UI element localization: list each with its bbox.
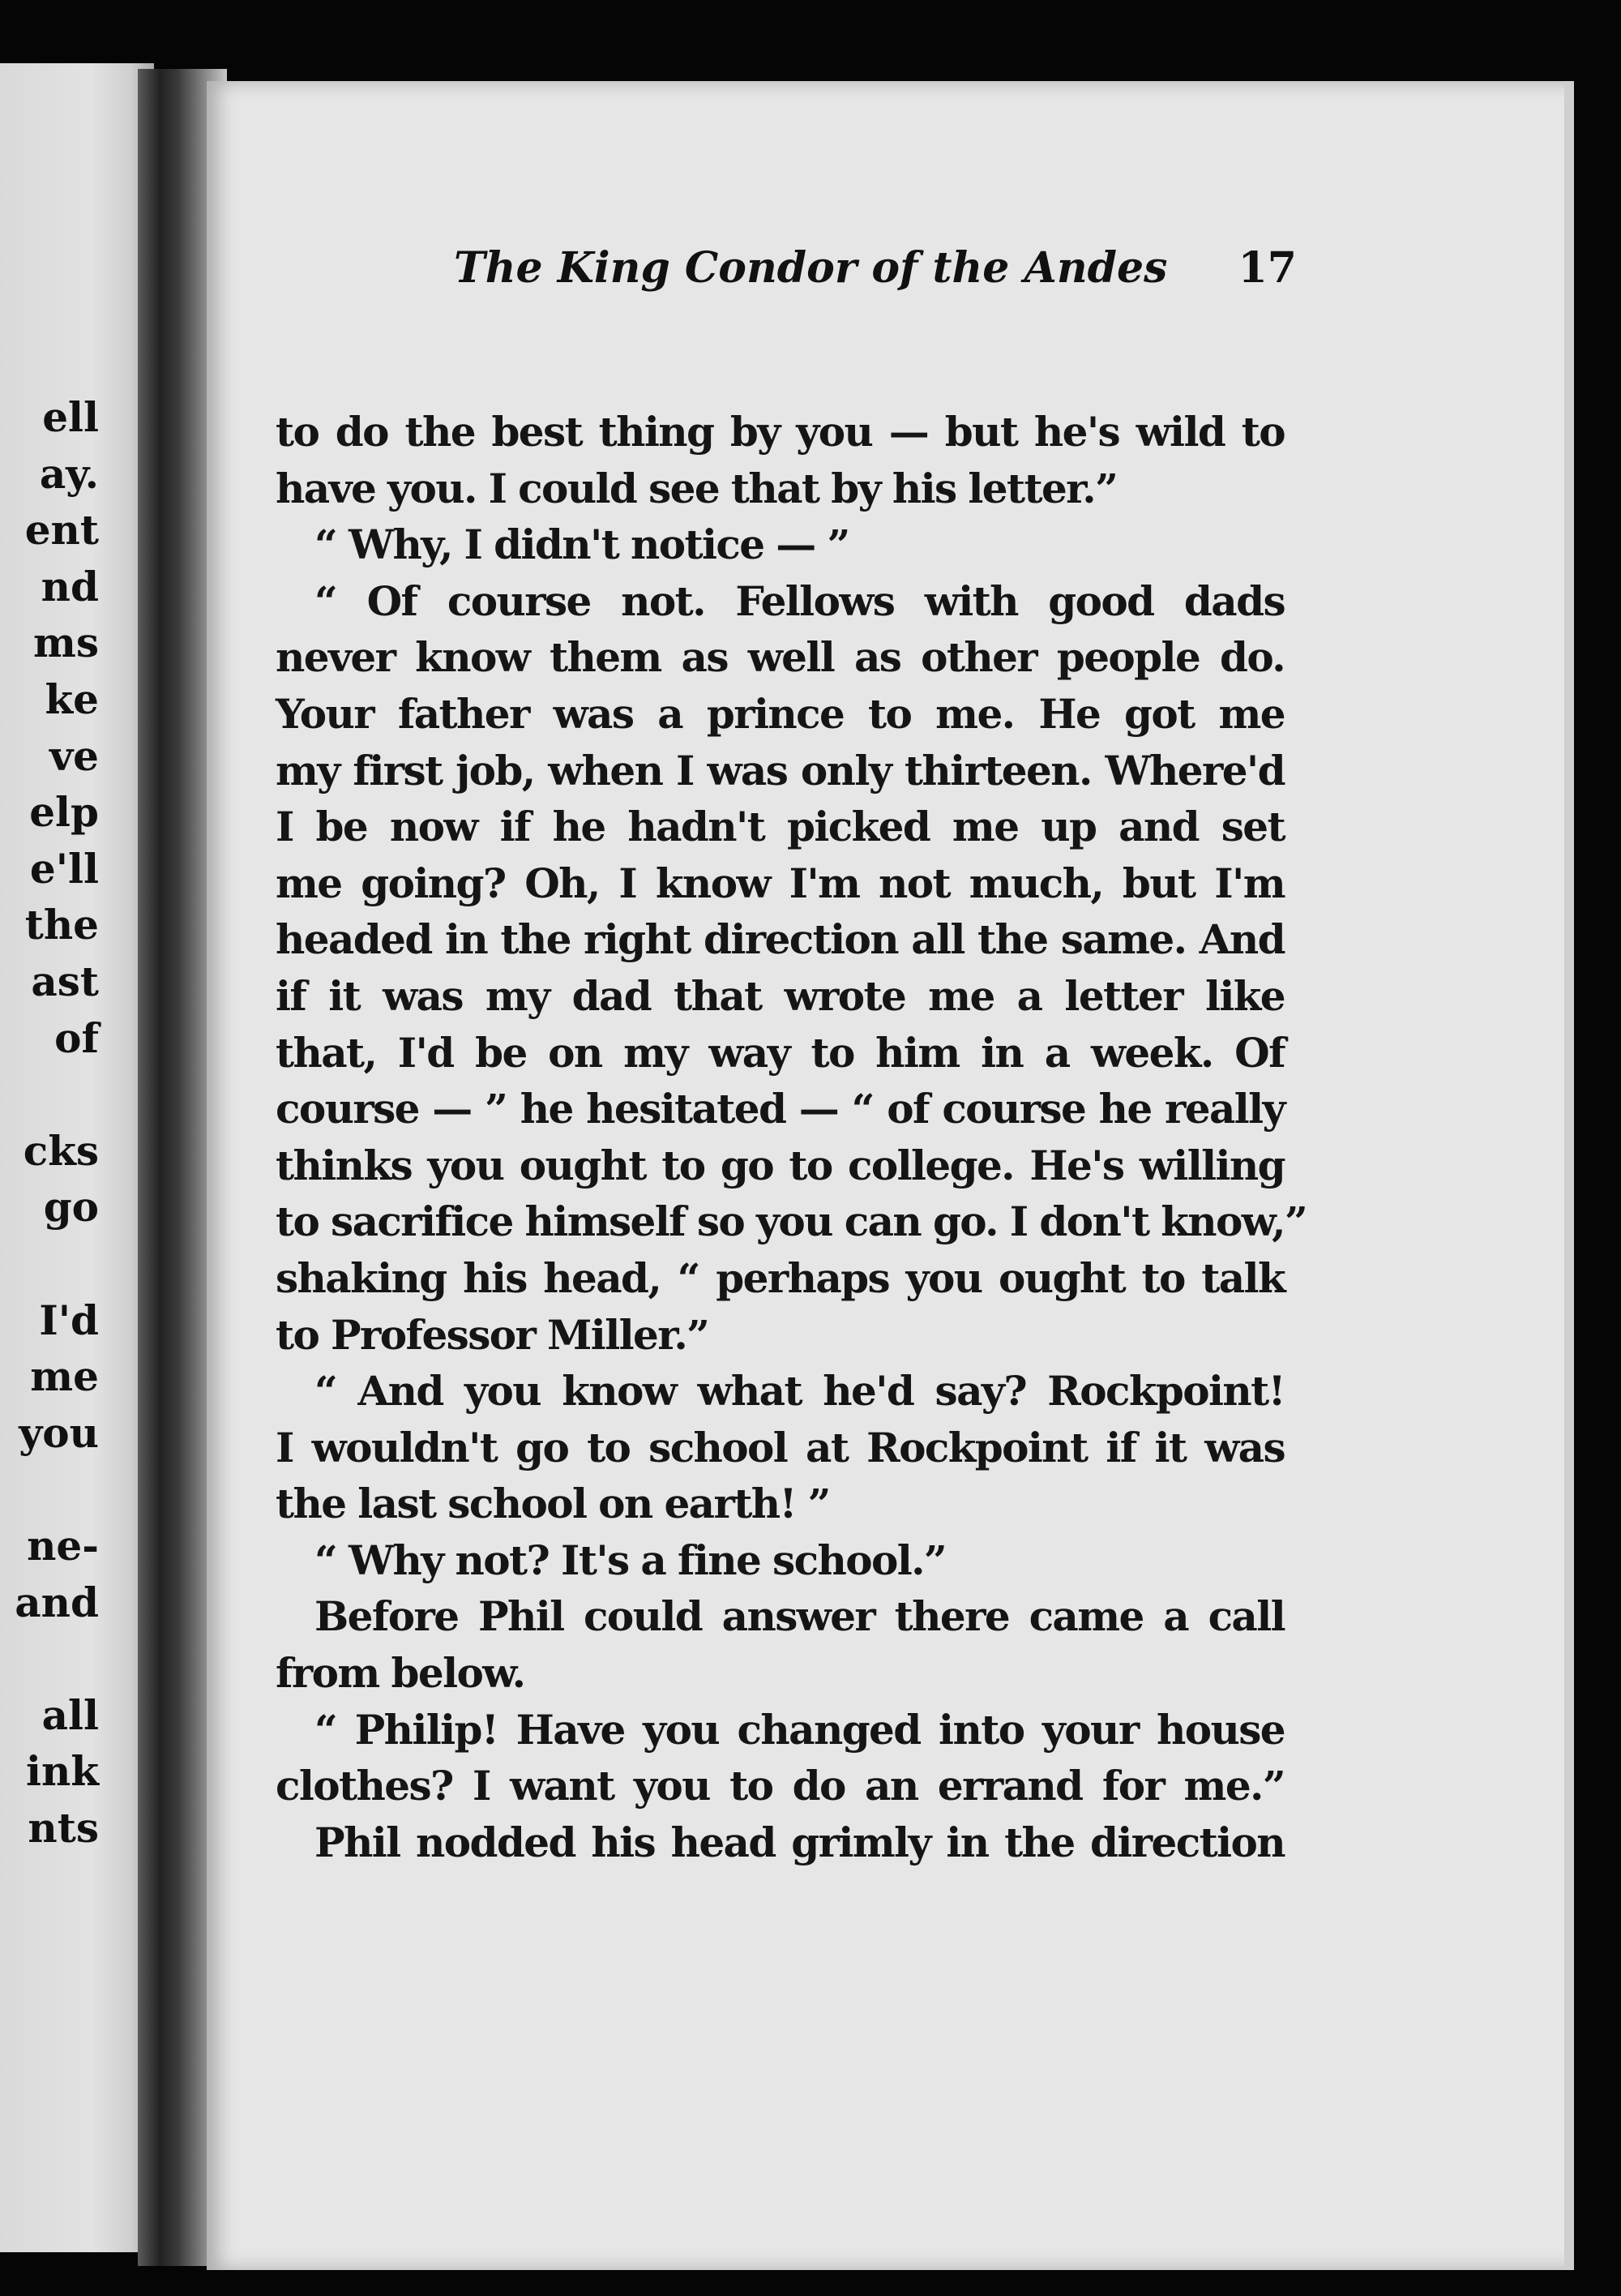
page-number: 17 [1238,243,1297,293]
facing-page-text-fragment: nts [28,1804,99,1852]
facing-page-text-fragment: of [54,1013,99,1062]
text-line: if it was my dad that wrote me a letter like [276,971,1285,1020]
text-line: Your father was a prince to me. He got me [276,689,1285,738]
facing-page-text-fragment: I'd [39,1296,99,1344]
text-line: “ Of course not. Fellows with good dads [314,576,1285,625]
body-text [276,404,1307,1870]
text-line: “ Philip! Have you changed into your house [314,1705,1285,1754]
text-line: Phil nodded his head grimly in the direction [314,1818,1285,1866]
facing-page-text-fragment: ne- [27,1522,99,1570]
facing-page-text-fragment: ke [45,675,99,723]
facing-page-text-fragment: all [41,1690,99,1739]
text-line: my first job, when I was only thirteen. Where'd [276,746,1285,795]
text-line: clothes? I want you to do an errand for me.” [276,1762,1285,1810]
text-line: headed in the right direction all the same. And [276,915,1285,964]
text-line: never know them as well as other people do. [276,633,1285,682]
facing-page-text-fragment: ay. [39,449,99,498]
text-line: the last school on earth! ” [276,1480,830,1528]
facing-page-text-fragment: ve [49,731,99,780]
facing-page-text-fragment: ent [24,506,99,555]
text-line: “ Why not? It's a fine school.” [314,1536,947,1584]
text-line: to do the best thing by you — but he's wild to [276,408,1285,456]
facing-page-text-fragment: cks [23,1126,99,1175]
text-line: I be now if he hadn't picked me up and set [276,803,1285,851]
running-head-title: The King Condor of the Andes [454,243,1168,293]
facing-page-text-fragment: ast [31,957,99,1005]
text-line: “ Why, I didn't notice — ” [314,520,849,569]
text-line: to Professor Miller.” [276,1310,709,1359]
text-line: to sacrifice himself so you can go. I don't know,” [276,1197,1307,1246]
facing-page-text-fragment: go [43,1183,99,1232]
facing-page-text-fragment: ell [42,393,99,441]
facing-page-left [0,63,154,2252]
facing-page-text-fragment: me [30,1352,99,1401]
text-line: “ And you know what he'd say? Rockpoint! [314,1367,1285,1416]
text-line: course — ” he hesitated — “ of course he really [276,1085,1285,1133]
facing-page-text-fragment: you [19,1408,99,1457]
running-head [243,243,1297,308]
facing-page-text-fragment: elp [29,788,99,837]
facing-page-text-fragment: ms [32,619,99,667]
text-line: I wouldn't go to school at Rockpoint if it was [276,1423,1285,1471]
text-line: from below. [276,1649,525,1698]
text-line: me going? Oh, I know I'm not much, but I'm [276,859,1285,907]
facing-page-text-fragment: nd [41,562,99,610]
text-line: shaking his head, “ perhaps you ought to talk [276,1253,1285,1302]
facing-page-text-fragment: e'll [29,844,99,893]
page-edge [1564,81,1574,2270]
text-line: have you. I could see that by his letter.” [276,464,1118,512]
text-line: Before Phil could answer there came a call [314,1592,1285,1641]
facing-page-text-fragment: ink [26,1747,99,1796]
text-line: that, I'd be on my way to him in a week. Of [276,1028,1285,1077]
facing-page-text-fragment: and [15,1578,99,1626]
text-line: thinks you ought to go to college. He's willing [276,1141,1285,1189]
facing-page-text-fragment: the [24,901,99,949]
